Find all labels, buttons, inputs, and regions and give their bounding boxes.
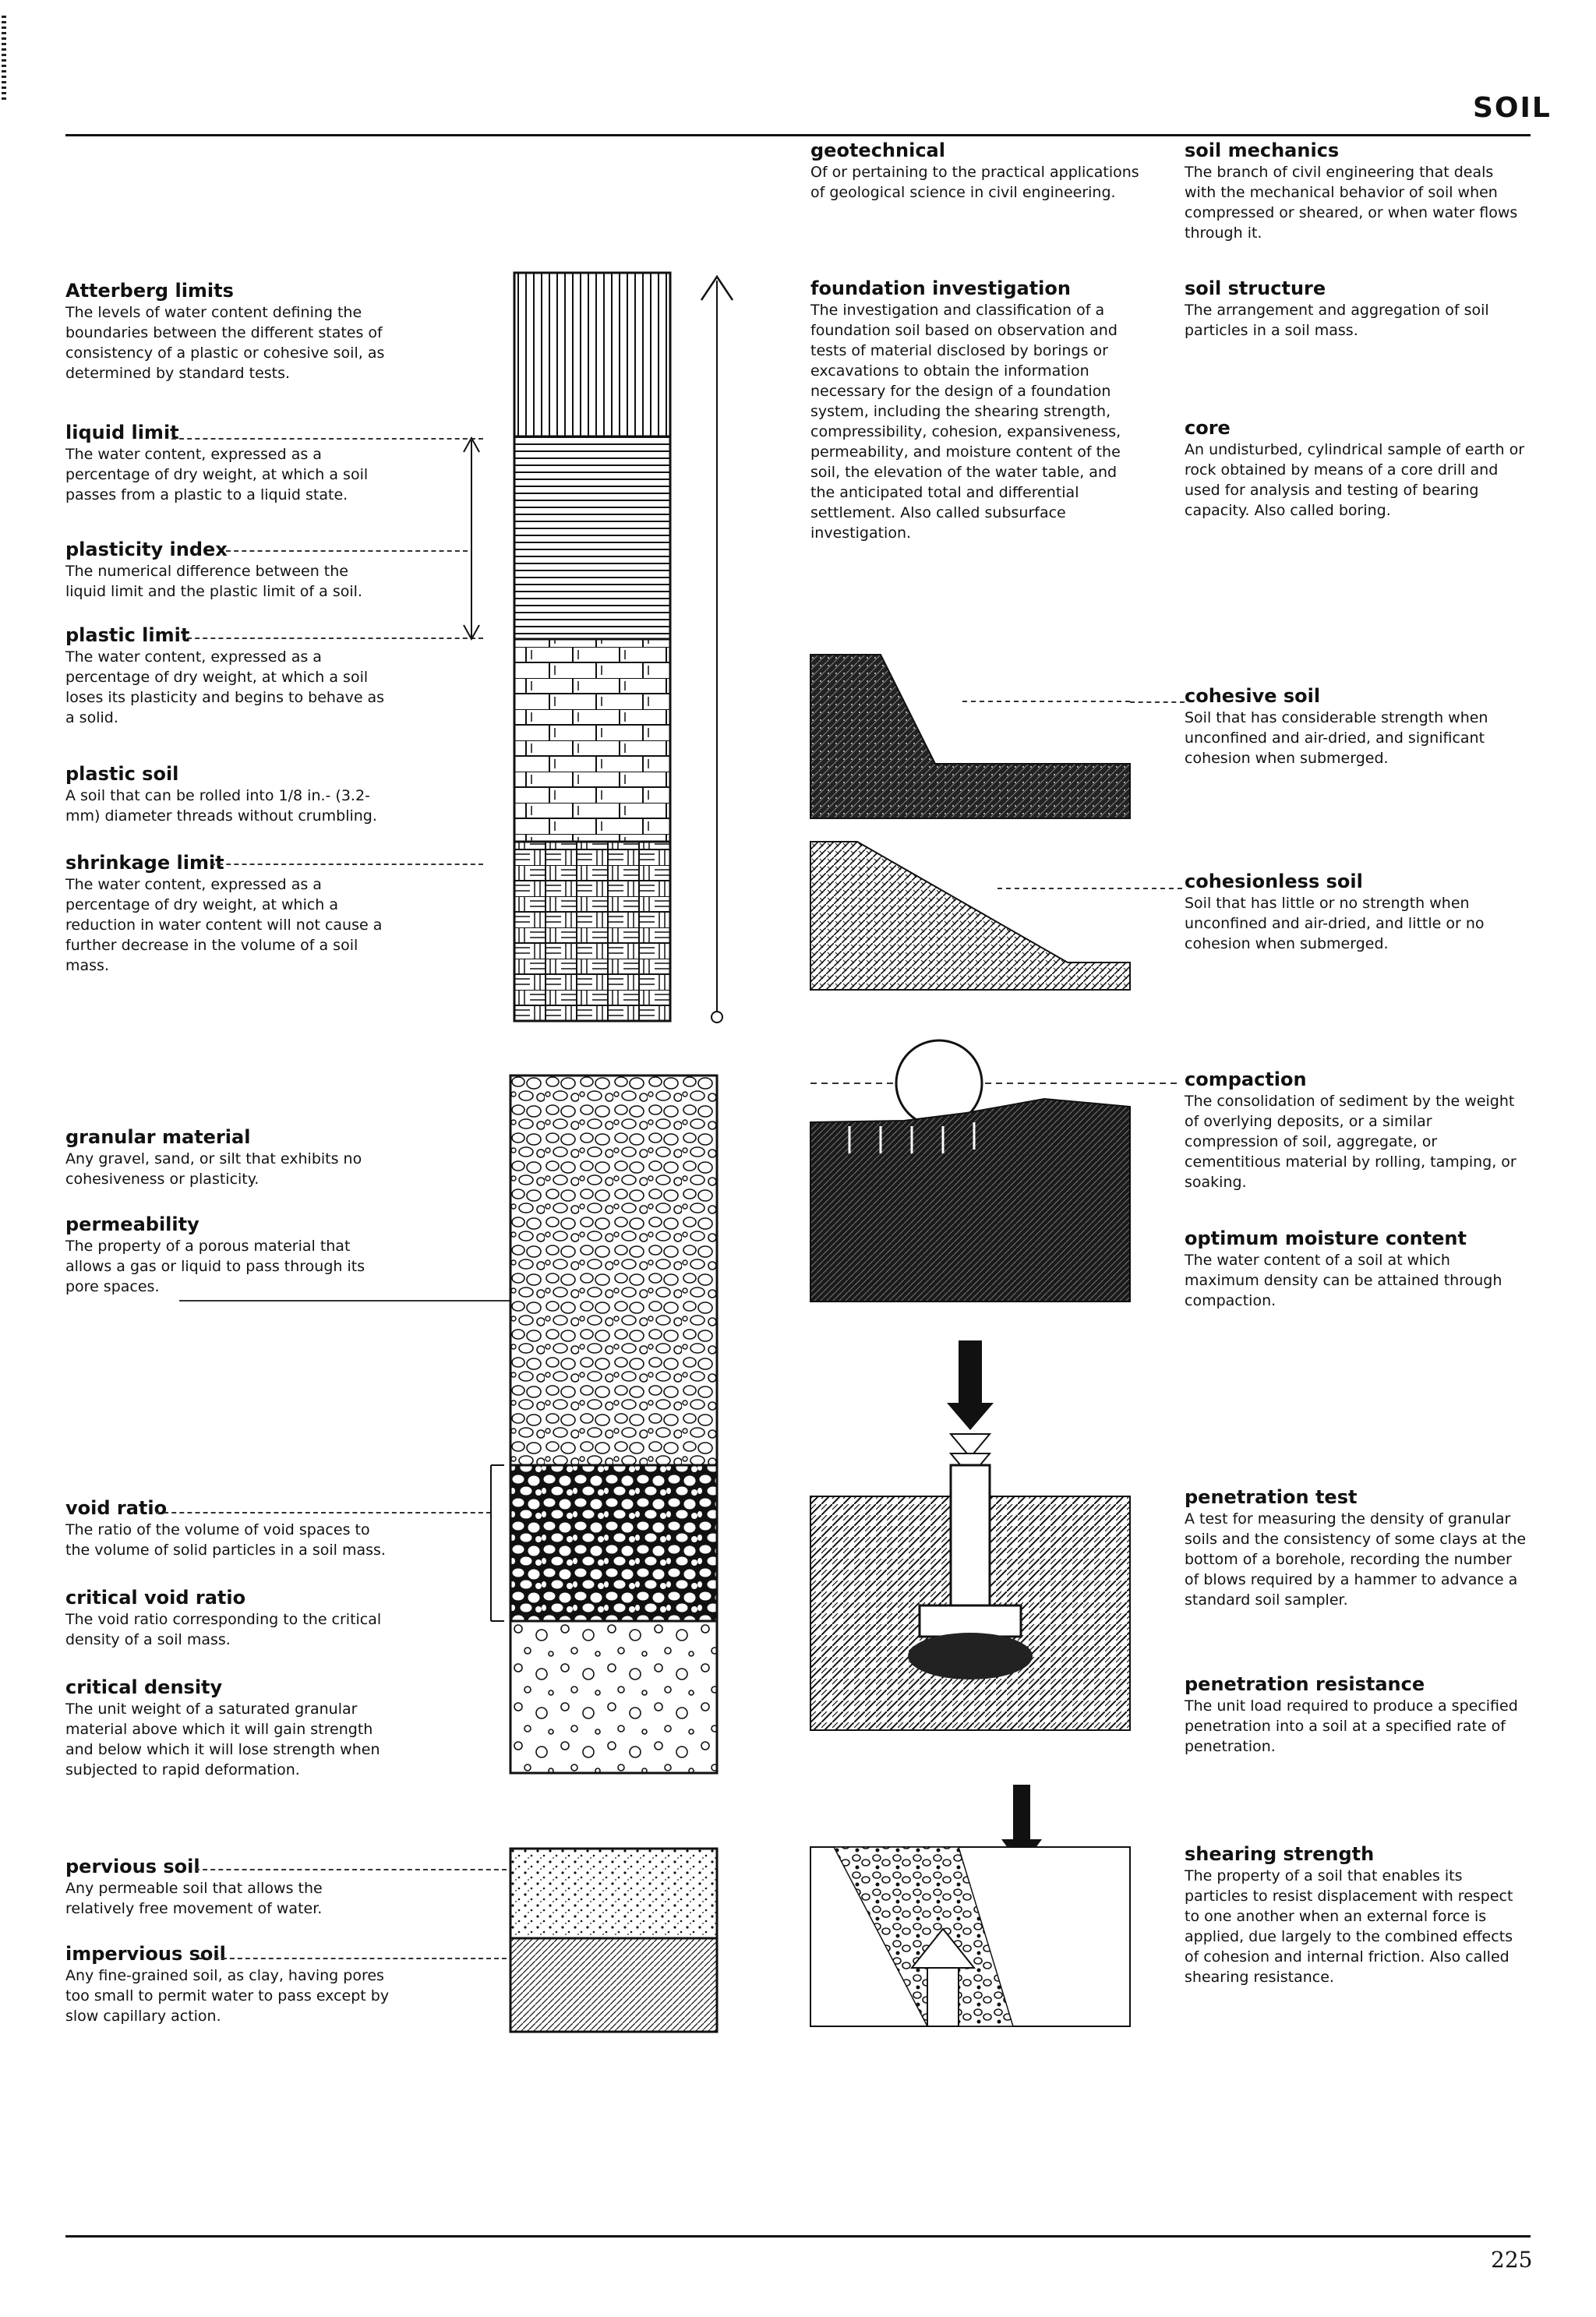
definition: The arrangement and aggregation of soil particles in a soil mass. [1185, 302, 1489, 339]
cohesive-soil-diagram [810, 655, 1130, 818]
term: soil mechanics [1185, 140, 1340, 161]
definition: The water content, expressed as a percentage of dry weight, at which a soil loses its plasticity and begins to behave as a solid. [65, 648, 385, 726]
definition: The ratio of the volume of void spaces to the volume of solid particles in a soil mass. [65, 1521, 386, 1559]
term: granular material [65, 1126, 251, 1148]
term: void ratio [65, 1497, 168, 1519]
definition: Any permeable soil that allows the relatively free movement of water. [65, 1880, 323, 1917]
term: penetration test [1185, 1486, 1358, 1508]
definition: The property of a porous material that allows a gas or liquid to pass through its pore spaces. [65, 1238, 365, 1295]
entry-critical-void-ratio [65, 1586, 393, 1650]
leader-impervious-soil [199, 1958, 507, 1959]
term: cohesive soil [1185, 685, 1321, 707]
page-number: 225 [1491, 2247, 1533, 2273]
definition: The water content, expressed as a percentage of dry weight, at which a soil passes from a plastic to a liquid state. [65, 446, 369, 503]
definition: A test for measuring the density of granular soils and the consistency of some clays at the bottom of a borehole, recording the number of blows required by a hammer to advance a standard soil sampler. [1185, 1510, 1527, 1609]
entry-optimum-moisture-content [1185, 1227, 1527, 1311]
definition: The unit weight of a saturated granular material above which it will gain strength and below which it will lose strength when subjected to rapid deformation. [65, 1701, 380, 1778]
term: core [1185, 417, 1231, 439]
definition: Soil that has considerable strength when unconfined and air-dried, and significant cohesion when submerged. [1185, 709, 1488, 767]
definition: The void ratio corresponding to the critical density of a soil mass. [65, 1611, 382, 1648]
leader-plastic-limit [187, 638, 483, 639]
entry-shearing-strength [1185, 1842, 1527, 1987]
entry-foundation-investigation [810, 277, 1146, 543]
definition: The levels of water content defining the boundaries between the different states of consistency of a plastic or cohesive soil, as determined by standard tests. [65, 304, 385, 382]
entry-soil-mechanics [1185, 139, 1527, 243]
definition: The numerical difference between the liquid limit and the plastic limit of a soil. [65, 563, 362, 600]
definition: Of or pertaining to the practical applications of geological science in civil engineering. [810, 164, 1139, 201]
definition: The branch of civil engineering that deals with the mechanical behavior of soil when compressed or sheared, or when water flows through it. [1185, 164, 1518, 242]
entry-geotechnical [810, 139, 1146, 203]
entry-compaction [1185, 1068, 1527, 1192]
definition: The unit load required to produce a specified penetration into a soil at a specified rate of penetration. [1185, 1697, 1518, 1755]
pervious-impervious-diagram [510, 1849, 717, 2036]
entry-pervious-soil [65, 1855, 393, 1919]
entry-plasticity-index [65, 538, 393, 602]
definition: The water content of a soil at which maximum density can be attained through compaction. [1185, 1252, 1502, 1309]
entry-penetration-resistance [1185, 1672, 1527, 1757]
term: foundation investigation [810, 277, 1071, 299]
definition: Any gravel, sand, or silt that exhibits no cohesiveness or plasticity. [65, 1150, 362, 1188]
term: critical void ratio [65, 1587, 246, 1609]
top-rule [65, 134, 1531, 136]
term: soil structure [1185, 277, 1326, 299]
atterberg-limits-diagram [468, 273, 748, 1029]
term: permeability [65, 1213, 200, 1235]
term: penetration resistance [1185, 1673, 1425, 1695]
entry-soil-structure [1185, 277, 1527, 341]
cohesionless-soil-diagram [810, 834, 1130, 990]
entry-shrinkage-limit [65, 851, 393, 976]
leader-plasticity-index [226, 550, 468, 552]
entry-plastic-soil [65, 762, 393, 826]
definition: A soil that can be rolled into 1/8 in.- (3.2-mm) diameter threads without crumbling. [65, 787, 377, 825]
term: shrinkage limit [65, 852, 224, 874]
definition: The investigation and classification of a foundation soil based on observation and tests of material disclosed by borings or excavations to obtain the information necessary for the design of a foundation system, including the shearing strength, compressibility, cohesion, expansiveness, permeability, and moisture content of the soil, the elevation of the water table, and the anticipated total and differential settlement. Also called subsurface investigation. [810, 302, 1121, 542]
entry-core [1185, 416, 1527, 521]
entry-plastic-limit [65, 623, 393, 728]
scan-edge-mark [2, 16, 6, 101]
definition: Soil that has little or no strength when unconfined and air-dried, and little or no cohesion when submerged. [1185, 895, 1485, 952]
entry-liquid-limit [65, 421, 393, 505]
definition: The property of a soil that enables its particles to resist displacement with respect to one another when an external force is applied, due largely to the combined effects of cohesion and internal friction. Also called shearing resistance. [1185, 1867, 1513, 1986]
entry-atterberg-limits [65, 279, 393, 383]
term: compaction [1185, 1068, 1307, 1090]
entry-cohesionless-soil [1185, 870, 1527, 954]
term: liquid limit [65, 422, 179, 443]
term: Atterberg limits [65, 280, 234, 302]
definition: The consolidation of sediment by the weight of overlying deposits, or a similar compression of soil, aggregate, or cementitious material by rolling, tamping, or soaking. [1185, 1093, 1517, 1191]
compaction-diagram [810, 1037, 1177, 1302]
entry-void-ratio [65, 1496, 393, 1560]
definition: Any fine-grained soil, as clay, having pores too small to permit water to pass except by slow capillary action. [65, 1967, 390, 2025]
definition: An undisturbed, cylindrical sample of earth or rock obtained by means of a core drill and used for analysis and testing of bearing capacity. Also called boring. [1185, 441, 1525, 519]
term: optimum moisture content [1185, 1227, 1467, 1249]
bottom-rule [65, 2235, 1531, 2238]
term: geotechnical [810, 140, 945, 161]
term: critical density [65, 1676, 223, 1698]
penetration-test-diagram [810, 1340, 1130, 1730]
entry-granular-material [65, 1125, 393, 1189]
leader-cohesive-soil [1130, 701, 1185, 703]
leader-shrinkage-limit [210, 864, 483, 865]
term: impervious soil [65, 1943, 226, 1965]
term: plastic limit [65, 624, 190, 646]
term: cohesionless soil [1185, 871, 1363, 892]
entry-critical-density [65, 1676, 393, 1780]
definition: The water content, expressed as a percentage of dry weight, at which a reduction in water content will not cause a further decrease in the volume of a soil mass. [65, 876, 383, 974]
leader-permeability [179, 1300, 514, 1302]
term: shearing strength [1185, 1843, 1375, 1865]
entry-impervious-soil [65, 1942, 393, 2026]
section-header: SOIL [1473, 92, 1552, 124]
term: plastic soil [65, 763, 179, 785]
entry-penetration-test [1185, 1485, 1527, 1610]
leader-void-ratio [156, 1512, 491, 1513]
entry-cohesive-soil [1185, 684, 1527, 768]
granular-soil-diagram [510, 1075, 717, 1777]
shearing-strength-diagram [810, 1785, 1130, 2030]
leader-liquid-limit [171, 438, 483, 440]
term: pervious soil [65, 1856, 200, 1877]
leader-pervious-soil [195, 1869, 507, 1870]
term: plasticity index [65, 539, 228, 560]
entry-permeability [65, 1213, 393, 1297]
